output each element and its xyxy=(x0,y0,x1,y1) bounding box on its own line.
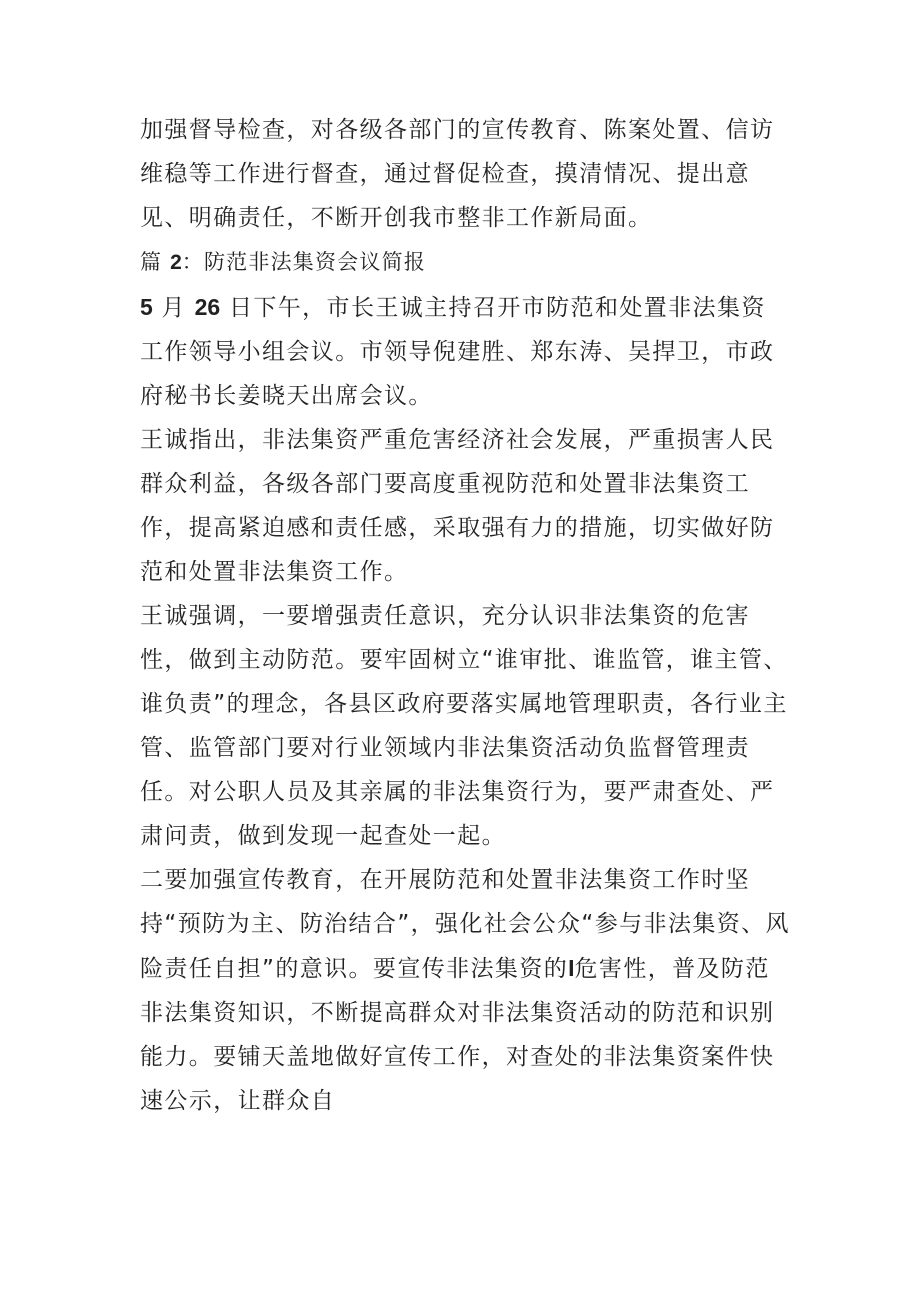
heading-title: ：防范非法集资会议简报 xyxy=(181,250,426,274)
meeting-text: 日下午，市长王诚主持召开市防范和处置非法集资工作领导小组会议。市领导倪建胜、郑东涛、吴捍卫，市政府秘书长姜晓天出席会议。 xyxy=(140,295,775,409)
heading-prefix: 篇 xyxy=(140,250,163,274)
meeting-month: 5 xyxy=(140,294,153,320)
heading-number: 2 xyxy=(170,251,182,274)
paragraph-pointed-out: 王诚指出，非法集资严重危害经济社会发展，严重损害人民群众利益，各级各部门要高度重视防范和处置非法集资工作，提高紧迫感和责任感，采取强有力的措施，切实做好防范和处置非法集资工作。 xyxy=(140,427,775,585)
document-body xyxy=(140,108,790,1123)
paragraph-publicity xyxy=(140,858,790,1123)
meeting-month-label: 月 xyxy=(161,295,186,321)
publicity-text-a: 二要加强宣传教育，在开展防范和处置非法集资工作时坚持“预防为主、防治结合”，强化社会公众“参与非法集资、风险责任自担”的意识。要宣传非法集资的 xyxy=(140,867,790,982)
paragraph-supervision: 加强督导检查，对各级各部门的宣传教育、陈案处置、信访维稳等工作进行督查，通过督促检查，摸清情况、提出意见、明确责任，不断开创我市整非工作新局面。 xyxy=(140,117,775,231)
meeting-day: 26 xyxy=(194,294,221,320)
paragraph-emphasized: 王诚强调，一要增强责任意识，充分认识非法集资的危害性，做到主动防范。要牢固树立“谁审批、谁监管，谁主管、谁负责”的理念，各县区政府要落实属地管理职责，各行业主管、监管部门要对行业领域内非法集资活动负监督管理责任。对公职人员及其亲属的非法集资行为，要严肃查处、严肃问责，做到发现一起查处一起。 xyxy=(140,603,788,849)
stray-mark: I xyxy=(568,955,575,981)
section-heading xyxy=(140,240,790,285)
paragraph-meeting xyxy=(140,285,790,418)
publicity-text-b: 危害性，普及防范非法集资知识，不断提高群众对非法集资活动的防范和识别能力。要铺天盖地做好宣传工作，对查处的非法集资案件快速公示，让群众自 xyxy=(140,956,775,1114)
